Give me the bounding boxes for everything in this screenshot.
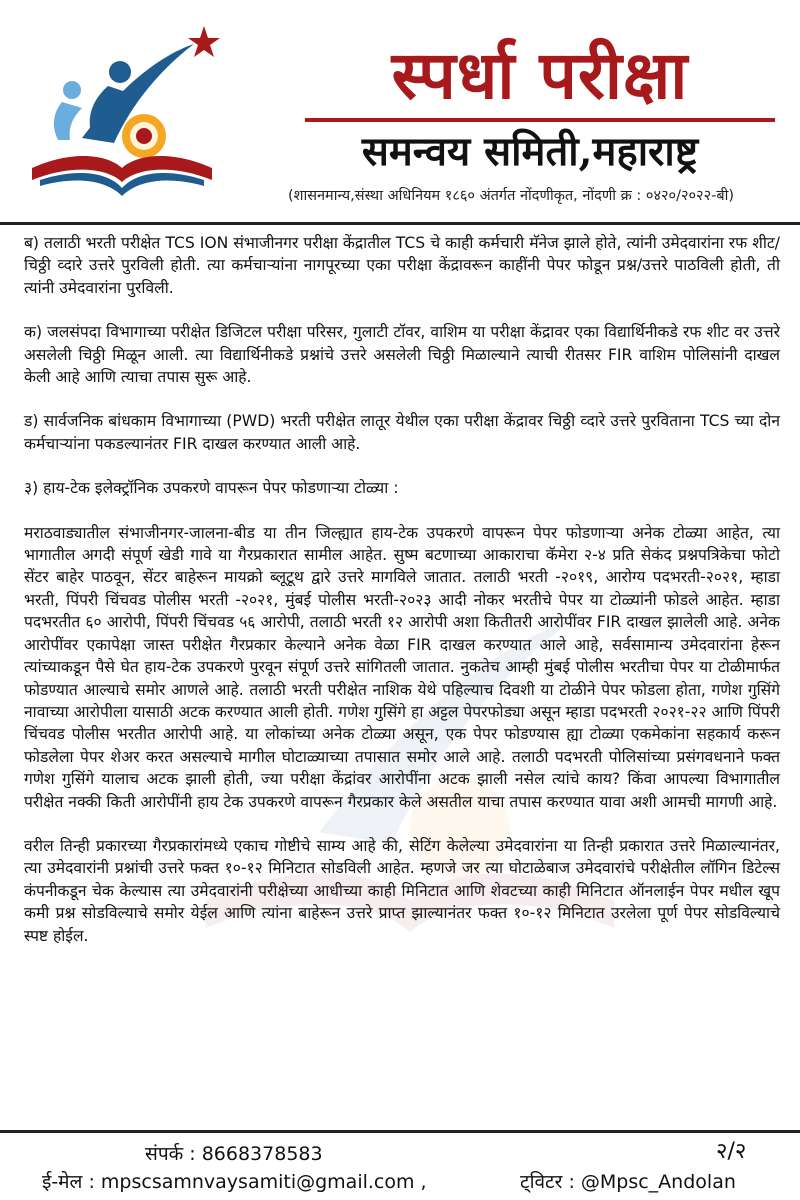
paragraph-d: ड) सार्वजनिक बांधकाम विभागाच्या (PWD) भरती परीक्षेत लातूर येथील एका परीक्षा केंद्रावर चिठ्ठी व्दारे उत्तरे पुरविताना TCS च्या दोन कर्मचाऱ्यांना पकडल्यानंतर FIR दाखल करण्यात आली आहे.: [24, 412, 780, 453]
figure-body-small: [54, 102, 82, 140]
organization-logo: [22, 18, 222, 203]
organization-title: स्पर्धा परीक्षा: [391, 36, 689, 114]
sun-icon: [122, 114, 166, 158]
paragraph-k: क) जलसंपदा विभागाच्या परीक्षेत डिजिटल परीक्षा परिसर, गुलाटी टॉवर, वाशिम या परीक्षा केंद्रावर एका विद्यार्थिनीकडे रफ शीट वर उत्तरे असलेली चिठ्ठी मिळून आली. त्या विद्यार्थिनीकडे प्रश्नांचे उत्तरे असलेली चिठ्ठी मिळाल्याने त्याची रीतसर FIR वाशिम पोलिसांनी दाखल केली आहे आणि त्याचा तपास सुरू आहे.: [24, 323, 780, 387]
figure-head-large: [109, 61, 131, 83]
paragraph-b: ब) तलाठी भरती परीक्षेत TCS ION संभाजीनगर परीक्षा केंद्रातील TCS चे काही कर्मचारी मॅनेज झाले होते, त्यांनी उमेदवारांना रफ शीट/चिठ्ठी व्दारे उत्तरे पुरविली होती. त्या कर्मचाऱ्यांना नागपूरच्या एका परीक्षा केंद्रावरून काहींनी पेपर फोडून प्रश्न/उत्तरे पाठविली होती, ती त्यांनी उमेदवारांना पुरविली.: [24, 234, 780, 297]
organization-subtitle: समन्वय समिती,महाराष्ट्र: [361, 128, 699, 175]
header-divider: [0, 222, 800, 225]
contact-email: ई-मेल : mpscsamnvaysamiti@gmail.com ,: [42, 1171, 427, 1193]
section-heading-3: ३) हाय-टेक इलेक्ट्रॉनिक उपकरणे वापरून पेपर फोडणाऱ्या टोळ्या :: [24, 479, 399, 498]
letterhead: [0, 0, 800, 222]
paragraph-conclusion: वरील तिन्ही प्रकारच्या गैरप्रकारांमध्ये एकाच गोष्टीचे साम्य आहे की, सेटिंग केलेल्या उमेदवारांना या तिन्ही प्रकारात उत्तरे मिळाल्यानंतर, त्या उमेदवारांनी प्रश्नांची उत्तरे फक्त १०-१२ मिनिटात सोडविली आहेत. म्हणजे जर त्या घोटाळेबाज उमेदवारांचे परीक्षेतील लॉगिन डिटेल्स कंपनीकडून चेक केल्यास त्या उमेदवारांनी परीक्षेच्या आधीच्या काही मिनिटात आणि शेवटच्या काही मिनिटात ऑनलाईन पेपर मधील खूप कमी प्रश्न सोडविल्याचे समोर येईल आणि त्यांना बाहेरून उत्तरे प्राप्त झाल्यानंतर फक्त १०-१२ मिनिटात उरलेला पूर्ण पेपर सोडविल्याचे स्पष्ट होईल.: [24, 836, 780, 945]
contact-twitter: ट्विटर : @Mpsc_Andolan: [520, 1171, 736, 1193]
title-underline: [305, 118, 775, 122]
page-number: २/२: [716, 1139, 747, 1164]
footer-divider: [0, 1130, 800, 1133]
figure-head-small: [63, 81, 81, 99]
paragraph-hitech-gangs: मराठवाड्यातील संभाजीनगर-जालना-बीड या तीन जिल्ह्यात हाय-टेक उपकरणे वापरून पेपर फोडणाऱ्या अनेक टोळ्या आहेत, त्या भागातील अगदी संपूर्ण खेडी गावे या गैरप्रकारात सामील आहेत. सुष्म बटणाच्या आकाराचा कॅमेरा २-४ प्रति सेकंद प्रश्नपत्रिकेचा फोटो सेंटर बाहेर पाठवून, सेंटर बाहेरून मायक्रो ब्लूटूथ द्वारे उत्तरे मागविले जातात. तलाठी भरती -२०१९, आरोग्य पदभरती-२०२१, म्हाडा भरती, पिंपरी चिंचवड पोलीस भरती -२०२१, मुंबई पोलीस भरती-२०२३ आदी नोकर भरतीचे पेपर या टोळ्यांनी फोडले आहेत. म्हाडा पदभरतीत ६० आरोपी, पिंपरी चिंचवड ५६ आरोपी, तलाठी भरती १२ आरोपी अशा कितीतरी आरोपींवर FIR दाखल झालेली आहे. अनेक आरोपींवर एकापेक्षा जास्त परीक्षेत गैरप्रकार केल्याने अनेक वेळा FIR दाखल करण्यात आले आहे, सर्वसामान्य उमेदवारांना हेरून त्यांच्याकडून पैसे घेत हाय-टेक उपकरणे पुरवून संपूर्ण उत्तरे सांगितली जातात. नुकतेच आम्ही मुंबई पोलीस भरतीचा पेपर या टोळीमार्फत फोडण्यात आल्याचे समोर आणले आहे. तलाठी भरती परीक्षेत नाशिक येथे पहिल्याच दिवशी या टोळीने पेपर फोडला होता, गणेश गुसिंगे नावाच्या आरोपीला यासाठी अटक करण्यात आली होती. गणेश गुसिंगे हा अट्टल पेपरफोड्या असून म्हाडा पदभरती २०२१-२२ आणि पिंपरी चिंचवड पोलीस भरतीत आरोपी आहे. या लोकांच्या अनेक टोळ्या असून, एक पेपर फोडण्यास ह्या टोळ्या एकमेकांना सहकार्य करून फोडलेला पेपर शेअर करत असल्याचे मागील घोटाळ्याच्या तपासात समोर आले आहे. तलाठी पदभरती पोलिसांच्या प्रसंगवधनाने फक्त गणेश गुसिंगे यालाच अटक झाली होती, ज्या परीक्षा केंद्रांवर आरोपींना अटक झाली नसेल त्यांचे काय? किंवा आपल्या विभागातील परीक्षेत नक्की किती आरोपींनी हाय टेक उपकरणे वापरून गैरप्रकार केले असतील याचा तपास करण्यात यावा अशी आमची मागणी आहे.: [24, 523, 780, 811]
footer: [0, 1136, 800, 1200]
star-icon: [188, 26, 220, 57]
registration-line: (शासनमान्य,संस्था अधिनियम १८६० अंतर्गत नोंदणीकृत, नोंदणी क्र : ०४२०/२०२२-बी): [287, 188, 735, 204]
letter-body: [24, 232, 780, 947]
contact-phone: संपर्क : 8668378583: [145, 1143, 323, 1165]
